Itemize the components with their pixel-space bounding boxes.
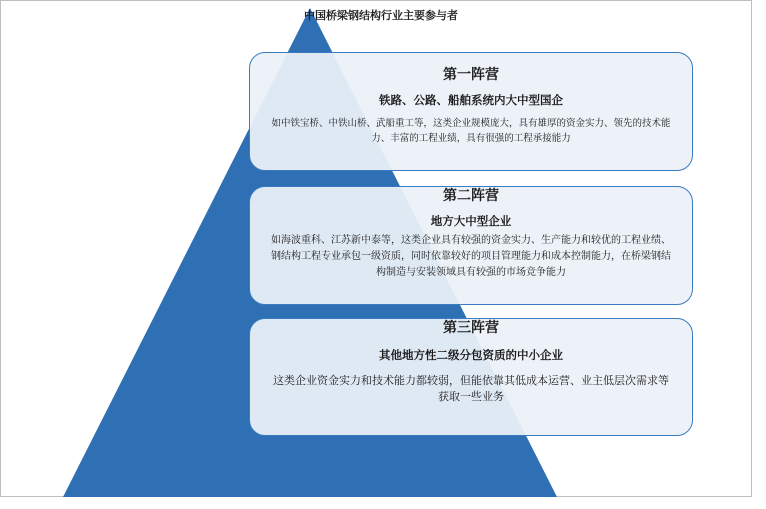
camp-third-box: [249, 318, 693, 436]
camp-third-title: 第三阵营: [443, 320, 499, 336]
camp-first-subtitle: 铁路、公路、船舶系统内大中型国企: [379, 93, 563, 107]
camp-first-title: 第一阵营: [443, 67, 499, 83]
camp-second-title: 第二阵营: [443, 188, 499, 204]
camp-second-description: 如海波重科、江苏新中泰等，这类企业具有较强的资金实力、生产能力和较优的工程业绩、钢结构工程专业承包一级资质，同时依靠较好的项目管理能力和成本控制能力，在桥梁钢结构制造与安装领域具有较强的市场竞争能力: [271, 235, 671, 278]
diagram-title: 中国桥梁钢结构行业主要参与者: [304, 9, 458, 22]
camp-second-box: [249, 186, 693, 305]
camp-third-description: 这类企业资金实力和技术能力都较弱，但能依靠其低成本运营、业主低层次需求等获取一些业务: [273, 374, 669, 403]
camp-first-box: [249, 52, 693, 171]
camp-first-description: 如中铁宝桥、中铁山桥、武船重工等，这类企业规模庞大，具有雄厚的资金实力、领先的技术能力、丰富的工程业绩，具有很强的工程承接能力: [271, 118, 671, 144]
camp-second-subtitle: 地方大中型企业: [430, 214, 512, 228]
camp-third-subtitle: 其他地方性二级分包资质的中小企业: [379, 348, 563, 362]
